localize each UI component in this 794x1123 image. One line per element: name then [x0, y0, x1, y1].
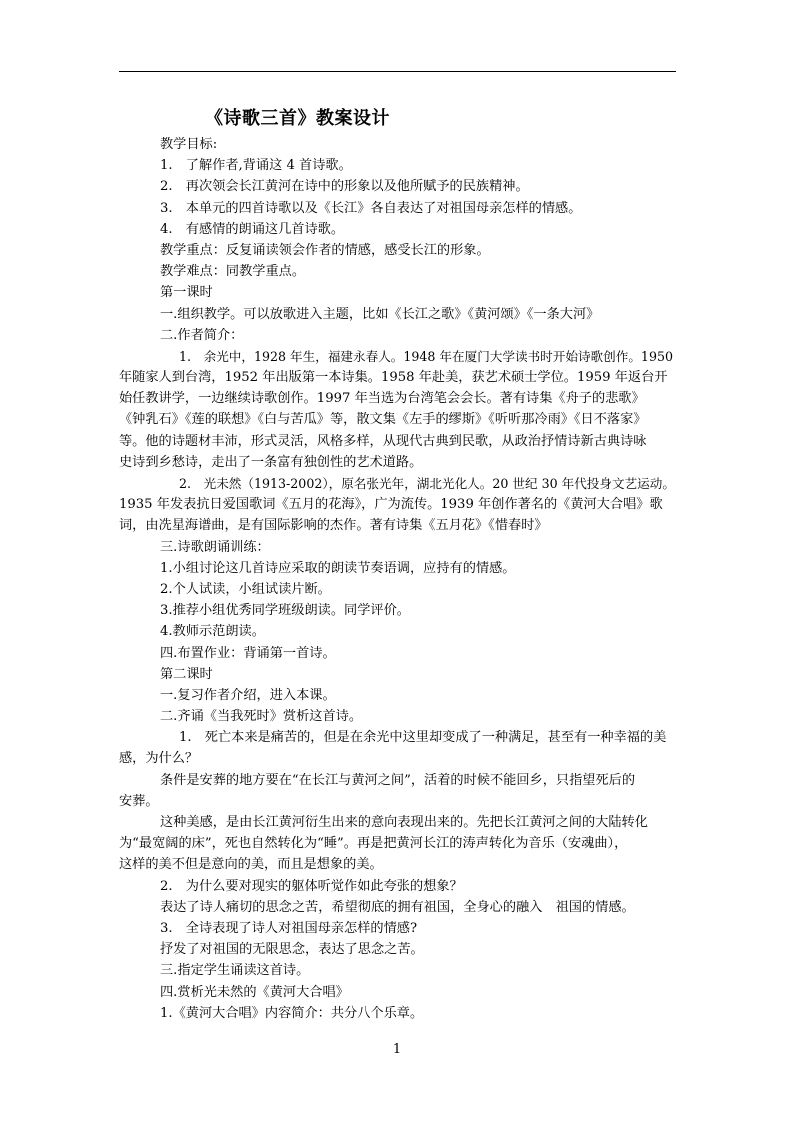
body-line: 史诗到乡愁诗，走出了一条富有独创性的艺术道路。	[119, 454, 423, 470]
body-line: 教学难点：同教学重点。	[160, 264, 306, 280]
body-line: 三.诗歌朗诵训练：	[160, 539, 270, 555]
body-line: 教学重点：反复诵读领会作者的情感，感受长江的形象。	[160, 242, 490, 258]
body-line: 3. 全诗表现了诗人对祖国母亲怎样的情感?	[160, 920, 418, 936]
document-body	[119, 134, 676, 1024]
body-line: 二.作者简介：	[160, 327, 244, 343]
body-line: 年随家人到台湾，1952 年出版第一本诗集。1958 年赴美，获艺术硕士学位。1959 年返台开	[119, 370, 668, 386]
body-line: 2. 光未然（1913-2002），原名张光年，湖北光化人。20 世纪 30 年代投身文艺运动。	[179, 476, 675, 491]
body-line: 这样的美不但是意向的美，而且是想象的美。	[119, 857, 383, 873]
page-number: 1	[392, 1042, 402, 1057]
body-line: 1935 年发表抗日爱国歌词《五月的花海》，广为流传。1939 年创作著名的《黄河大合唱》歌	[119, 497, 663, 513]
body-line: 始任教讲学，一边继续诗歌创作。1997 年当选为台湾笔会会长。著有诗集《舟子的悲歌》	[119, 391, 645, 407]
body-line: 1.小组讨论这几首诗应采取的朗读节奏语调，应持有的情感。	[160, 560, 516, 576]
body-line: 2.个人试读，小组试读片断。	[160, 581, 331, 597]
body-line: 二.齐诵《当我死时》赏析这首诗。	[160, 709, 363, 725]
body-line: 四.布置作业：背诵第一首诗。	[160, 645, 336, 661]
body-line: 这种美感，是由长江黄河衍生出来的意向表现出来的。先把长江黄河之间的大陆转化	[160, 815, 648, 830]
body-line: 抒发了对祖国的无限思念，表达了思念之苦。	[160, 942, 424, 958]
body-line: 为“最宽阔的床”，死也自然转化为“睡”。再是把黄河长江的涛声转化为音乐（安魂曲），	[119, 836, 628, 852]
body-line: 1. 余光中，1928 年生，福建永春人。1948 年在厦门大学读书时开始诗歌创作。1950	[179, 348, 673, 364]
body-line: 三.指定学生诵读这首诗。	[160, 963, 310, 979]
body-line: 一.组织教学。可以放歌进入主题，比如《长江之歌》《黄河颂》《一条大河》	[160, 306, 600, 322]
body-line: 3. 本单元的四首诗歌以及《长江》各自表达了对祖国母亲怎样的情感。	[160, 200, 582, 216]
body-line: 安葬。	[119, 793, 159, 809]
body-line: 等。他的诗题材丰沛，形式灵活，风格多样，从现代古典到民歌，从政治抒情诗新古典诗咏	[119, 433, 647, 449]
body-line: 第一课时	[160, 285, 213, 301]
body-line: 条件是安葬的地方要在“在长江与黄河之间”，活着的时候不能回乡，只指望死后的	[160, 772, 636, 788]
body-line: 2. 再次领会长江黄河在诗中的形象以及他所赋予的民族精神。	[160, 179, 529, 195]
body-line: 1. 了解作者,背诵这 4 首诗歌。	[160, 158, 352, 174]
body-line: 2. 为什么要对现实的躯体听觉作如此夸张的想象？	[160, 878, 463, 894]
body-line: 教学目标:	[160, 137, 218, 152]
body-line: 4. 有感情的朗诵这几首诗歌。	[160, 221, 345, 237]
body-line: 1. 死亡本来是痛苦的，但是在余光中这里却变成了一种满足，甚至有一种幸福的美	[179, 730, 667, 746]
body-line: 感，为什么？	[119, 751, 199, 767]
body-line: 1.《黄河大合唱》内容简介：共分八个乐章。	[160, 1005, 424, 1021]
body-line: 词，由冼星海谱曲，是有国际影响的杰作。著有诗集《五月花》《惜春时》	[119, 518, 548, 534]
document-title: 《诗歌三首》教案设计	[205, 108, 390, 129]
body-line: 表达了诗人痛切的思念之苦，希望彻底的拥有祖国，全身心的融入 祖国的情感。	[160, 899, 635, 915]
body-line: 第二课时	[160, 666, 213, 682]
body-line: 《钟乳石》《莲的联想》《白与苦瓜》等，散文集《左手的缪斯》《听听那冷雨》《日不落家》	[119, 412, 647, 428]
body-line: 一.复习作者介绍，进入本课。	[160, 687, 336, 703]
body-line: 四.赏析光未然的《黄河大合唱》	[160, 984, 349, 1000]
body-line: 3.推荐小组优秀同学班级朗读。同学评价。	[160, 603, 410, 619]
body-line: 4.教师示范朗读。	[160, 624, 265, 640]
header-rule	[119, 71, 676, 72]
